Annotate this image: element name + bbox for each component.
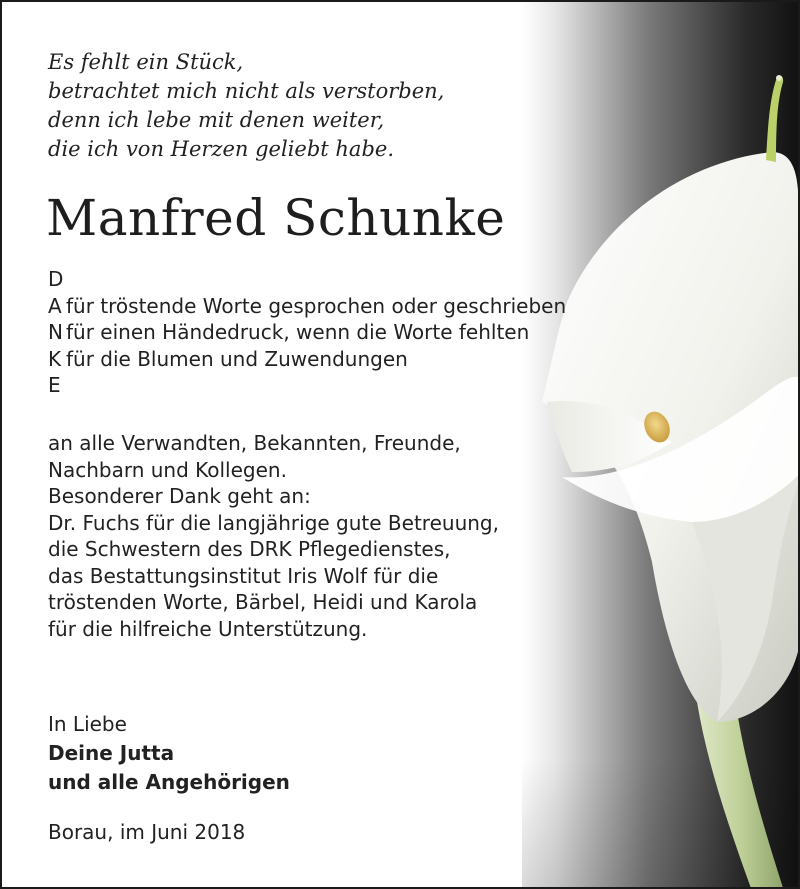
- acrostic-letter: N: [48, 320, 63, 344]
- acrostic-text: für tröstende Worte gesprochen oder geschrieben: [66, 293, 567, 318]
- acrostic-letter: E: [48, 373, 61, 397]
- poem-line: denn ich lebe mit denen weiter,: [48, 108, 385, 132]
- acrostic-row: [48, 319, 566, 346]
- calla-lily-photo: [522, 2, 800, 889]
- deceased-name: Manfred Schunke: [46, 189, 506, 247]
- thanks-paragraph: [48, 430, 499, 642]
- poem-line: betrachtet mich nicht als verstorben,: [48, 79, 445, 103]
- paragraph-line: die Schwestern des DRK Pflegedienstes,: [48, 537, 451, 561]
- acrostic-text: für die Blumen und Zuwendungen: [66, 346, 408, 371]
- acrostic-letter: K: [48, 346, 62, 371]
- acrostic-letter: A: [48, 293, 62, 318]
- paragraph-line: an alle Verwandten, Bekannten, Freunde,: [48, 431, 461, 455]
- acrostic-row: [48, 266, 566, 293]
- acrostic-row: [48, 346, 566, 373]
- signature-block: [48, 710, 290, 797]
- memorial-poem: [48, 48, 444, 164]
- acrostic-row: [48, 293, 566, 320]
- acrostic-letter: D: [48, 267, 64, 291]
- calla-lily-icon: [522, 2, 800, 889]
- acrostic-row: [48, 372, 566, 399]
- poem-line: die ich von Herzen geliebt habe.: [48, 137, 394, 161]
- paragraph-line: Besonderer Dank geht an:: [48, 484, 311, 508]
- signature-line-1: Deine Jutta: [48, 741, 175, 765]
- paragraph-line: tröstenden Worte, Bärbel, Heidi und Karola: [48, 590, 478, 614]
- acrostic-text: für einen Händedruck, wenn die Worte fehlten: [66, 320, 530, 344]
- poem-line: Es fehlt ein Stück,: [48, 50, 244, 74]
- paragraph-line: das Bestattungsinstitut Iris Wolf für die: [48, 563, 439, 588]
- danke-acrostic: [48, 266, 566, 399]
- place-date: Borau, im Juni 2018: [48, 820, 246, 844]
- paragraph-line: Dr. Fuchs für die langjährige gute Betreuung,: [48, 510, 499, 535]
- paragraph-line: Nachbarn und Kollegen.: [48, 457, 287, 482]
- signature-line-2: und alle Angehörigen: [48, 770, 290, 794]
- signature-intro: In Liebe: [48, 712, 127, 736]
- paragraph-line: für die hilfreiche Unterstützung.: [48, 616, 368, 641]
